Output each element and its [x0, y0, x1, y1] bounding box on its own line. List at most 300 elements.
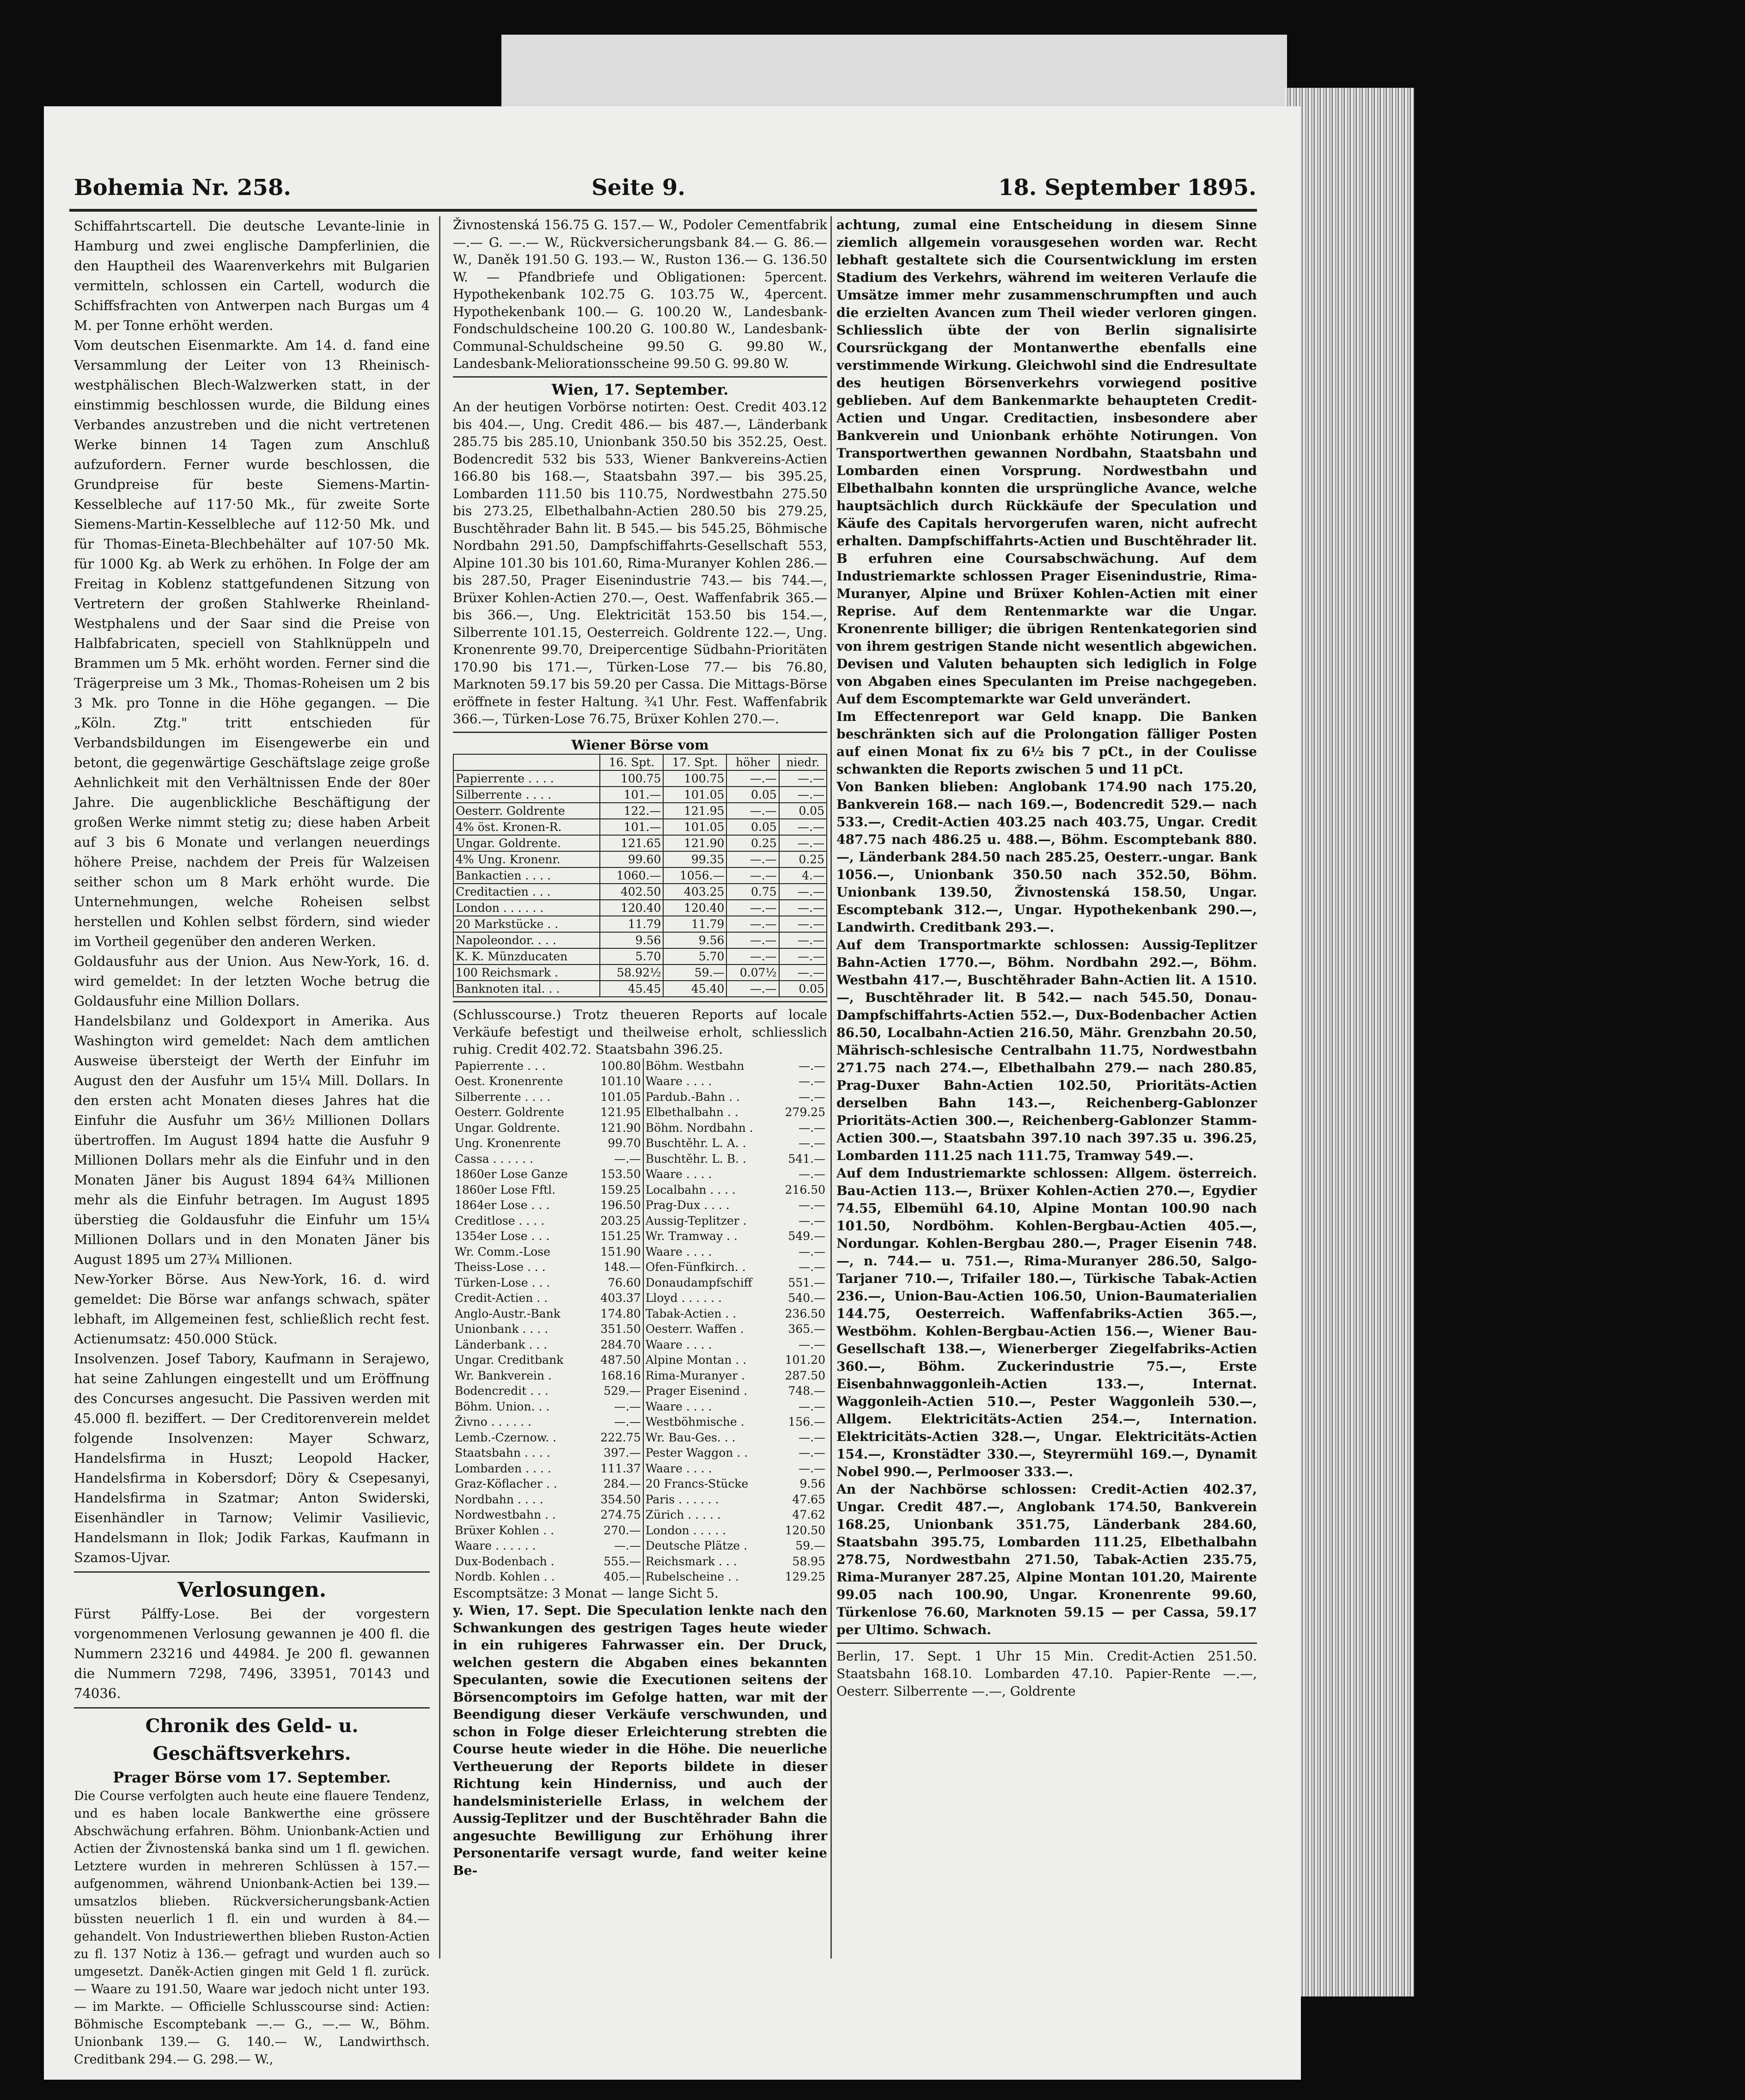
- table-cell: 1860er Lose Fftl.: [455, 1183, 556, 1197]
- table-cell: Nordb. Kohlen . .: [455, 1570, 555, 1583]
- wiener-boerse-header: niedr.: [779, 754, 827, 770]
- table-cell: Lemb.-Czernow. .: [455, 1430, 556, 1444]
- berlin-report: Berlin, 17. Sept. 1 Uhr 15 Min. Credit-Actien 251.50. Staatsbahn 168.10. Lombarden 47.10. Papier-Rente —.—, Oesterr. Silberrente —.—, Goldrente: [836, 1648, 1257, 1699]
- table-row: [453, 1074, 827, 1089]
- table-cell: Graz-Köflacher . .: [455, 1477, 557, 1490]
- table-cell: 397.—: [591, 1445, 643, 1461]
- schlusscourse-intro: (Schlusscourse.) Trotz theueren Reports auf locale Verkäufe befestigt und theilweise erholt, schliesslich ruhig. Credit 402.72. Staatsbahn 396.25.: [453, 1007, 827, 1057]
- header-issue: Bohemia Nr. 258.: [74, 175, 291, 201]
- table-row: [453, 1244, 827, 1260]
- table-row: [453, 1492, 827, 1508]
- table-cell: Creditactien . . .: [453, 884, 600, 900]
- table-cell: 284.70: [591, 1337, 643, 1353]
- table-cell: 121.95: [591, 1105, 643, 1120]
- table-row: [453, 1461, 827, 1477]
- table-cell: 121.90: [591, 1120, 643, 1136]
- table-cell: 402.50: [600, 884, 663, 900]
- column-1: [74, 216, 430, 2067]
- table-row: [453, 1228, 827, 1244]
- table-row: [453, 851, 827, 867]
- table-row: [453, 916, 827, 932]
- table-cell: 9.56: [799, 1477, 825, 1490]
- table-row: [453, 1430, 827, 1446]
- table-cell: 151.25: [591, 1228, 643, 1244]
- verlosungen-title: Verlosungen.: [177, 1578, 327, 1602]
- section-divider: [453, 732, 827, 733]
- table-cell: Reichsmark . . .: [645, 1554, 737, 1568]
- table-cell: —.—: [799, 1430, 825, 1444]
- column-divider: [830, 216, 832, 1959]
- header-rule: [69, 209, 1257, 212]
- table-row: [453, 803, 827, 819]
- table-cell: Lombarden . . . .: [455, 1461, 551, 1475]
- table-cell: 11.79: [600, 916, 663, 932]
- table-cell: —.—: [799, 1136, 825, 1150]
- table-cell: 196.50: [591, 1197, 643, 1213]
- table-cell: 99.70: [591, 1135, 643, 1151]
- article-insolvenzen: Insolvenzen. Josef Tabory, Kaufmann in Serajewo, hat seine Zahlungen eingestellt und um Eröffnung des Concurses angesucht. Die Passiven werden mit 45.000 fl. beziffert. — Der Creditorenverein meldet folgende Insolvenzen: Mayer Schwarz, Handelsfirma in Huszt; Leopold Hacker, Handelsfirma in Kobersdorf; Döry & Csepesanyi, Handelsfirma in Szatmar; Anton Swiderski, Eisenhändler in Tarnow; Velimir Vasilievic, Handelsmann in Ilok; Jodik Farkas, Kaufmann in Szamos-Ujvar.: [74, 1351, 430, 1565]
- table-cell: 45.40: [663, 981, 726, 997]
- table-cell: 129.25: [785, 1570, 825, 1583]
- table-cell: Nordwestbahn . .: [455, 1508, 556, 1521]
- table-cell: —.—: [799, 1059, 825, 1073]
- table-cell: —.—: [799, 1198, 825, 1212]
- table-cell: —.—: [799, 1337, 825, 1351]
- table-cell: 5.70: [600, 948, 663, 965]
- table-cell: Zürich . . . . .: [645, 1508, 721, 1521]
- table-cell: 354.50: [591, 1492, 643, 1508]
- table-cell: 549.—: [788, 1229, 825, 1243]
- table-cell: Banknoten ital. . .: [453, 981, 600, 997]
- table-cell: 1060.—: [600, 867, 663, 884]
- table-cell: 551.—: [788, 1276, 825, 1289]
- table-row: [453, 1554, 827, 1569]
- table-cell: 20 Francs-Stücke: [645, 1477, 749, 1490]
- table-cell: 555.—: [591, 1554, 643, 1569]
- table-cell: 403.25: [663, 884, 726, 900]
- table-cell: Böhm. Westbahn: [645, 1059, 744, 1073]
- table-cell: 1860er Lose Ganze: [455, 1167, 568, 1181]
- table-cell: 122.—: [600, 803, 663, 819]
- table-row: [453, 1507, 827, 1523]
- table-row: [453, 1306, 827, 1322]
- table-row: [453, 1275, 827, 1291]
- table-cell: Papierrente . . . .: [453, 770, 600, 787]
- table-cell: —.—: [726, 948, 779, 965]
- table-cell: Oest. Kronenrente: [455, 1074, 563, 1088]
- market-report-banken: Von Banken blieben: Anglobank 174.90 nach 175.20, Bankverein 168.— nach 169.—, Bodencredit 529.— nach 533.—, Credit-Actien 403.25 nach 403.75, Ungar. Credit 487.75 nach 486.25 u. 488.—, Böhm. Escomptebank 880.—, Länderbank 284.50 nach 285.25, Oesterr.-ungar. Bank 1056.—, Unionbank 350.50 nach 352.50, Böhm. Unionbank 139.50, Živnostenská 158.50, Ungar. Escomptebank 312.—, Ungar. Hypothekenbank 290.—, Landwirth. Creditbank 293.—.: [836, 779, 1257, 935]
- article-eisenmarkt: Vom deutschen Eisenmarkte. Am 14. d. fand eine Versammlung der Leiter von 13 Rheinisch-westphälischen Blech-Walzwerken statt, in der einstimmig beschlossen wurde, die Bildung eines Verbandes anzustreben und die nicht vertretenen Werke binnen 14 Tagen zum Anschluß aufzufordern. Ferner wurde beschlossen, die Grundpreise für beste Siemens-Martin-Kesselbleche auf 117·50 Mk., für zweite Sorte Siemens-Martin-Kesselbleche auf 112·50 Mk. und für Thomas-Eineta-Blechbehälter auf 107·50 Mk. für 1000 Kg. ab Werk zu erhöhen. In Folge der am Freitag in Koblenz stattgefundenen Sitzung von Vertretern der großen Stahlwerke Rheinland-Westphalens und der Saar sind die Preise von Halbfabricaten, speciell von Stahlknüppeln und Brammen um 5 Mk. erhöht worden. Ferner sind die Trägerpreise um 3 Mk., Thomas-Roheisen um 2 bis 3 Mk. pro Tonne in die Höhe gegangen. — Die „Köln. Ztg." tritt entschieden für Verbandsbildungen im Eisengewerbe ein und betont, die gegenwärtige Geschäftslage zeige große Aehnlichkeit mit den Verhältnissen Ende der 80er Jahre. Die augenblickliche Beschäftigung der großen Werke nimmt stetig zu; diese haben Arbeit auf 3 bis 6 Monate und verlangen neuerdings höhere Preise, nachdem der Preis für Walzeisen seither schon um 8 Mark erhöht wurde. Die Unternehmungen, welche Roheisen selbst herstellen und Kohlen selbst fördern, sind wieder im Vortheil gegenüber den anderen Werken.: [74, 337, 430, 949]
- table-row: [453, 1368, 827, 1384]
- table-cell: Brüxer Kohlen . .: [455, 1523, 555, 1537]
- table-cell: 274.75: [591, 1507, 643, 1523]
- table-row: [453, 1166, 827, 1182]
- table-cell: Oesterr. Goldrente: [455, 1105, 564, 1119]
- table-cell: 222.75: [591, 1430, 643, 1446]
- table-cell: 47.65: [792, 1492, 825, 1506]
- table-row: [453, 1135, 827, 1151]
- table-cell: 100.80: [591, 1058, 643, 1074]
- table-cell: Ofen-Fünfkirch. .: [645, 1260, 746, 1274]
- market-report-nachboerse: An der Nachbörse schlossen: Credit-Actien 402.37, Ungar. Credit 487.—, Anglobank 174.50, Bankverein 168.25, Unionbank 351.75, Länderbank 284.60, Staatsbahn 395.75, Lombarden 111.25, Elbethalbahn 278.75, Nordwestbahn 271.50, Tabak-Actien 235.75, Rima-Muranyer 287.25, Alpine Montan 101.20, Mairente 99.05 nach 100.90, Ungar. Kronenrente 99.60, Türkenlose 76.60, Marknoten 59.15 — per Cassa, 59.17 per Ultimo. Schwach.: [836, 1482, 1257, 1637]
- table-cell: Waare . . . .: [645, 1399, 712, 1413]
- article-schiffahrtscartell: Schiffahrtscartell. Die deutsche Levante-linie in Hamburg und zwei englische Dampferlinien, die den Hauptheil des Waarenverkehrs mit Bulgarien vermitteln, schlossen ein Cartell, wodurch die Schiffsfrachten von Antwerpen nach Burgas um 4 M. per Tonne erhöht werden.: [74, 218, 430, 333]
- table-cell: 58.95: [792, 1554, 825, 1568]
- table-cell: Dux-Bodenbach .: [455, 1554, 555, 1568]
- table-cell: 148.—: [591, 1259, 643, 1275]
- table-cell: —.—: [779, 787, 827, 803]
- table-cell: 120.50: [785, 1523, 825, 1537]
- table-row: [453, 867, 827, 884]
- wiener-boerse-header: [453, 754, 600, 770]
- table-cell: 270.—: [591, 1523, 643, 1538]
- section-divider: [453, 376, 827, 378]
- table-cell: Silberrente . . . .: [453, 787, 600, 803]
- chronik-title: Chronik des Geld- u. Geschäftsverkehrs.: [145, 1715, 359, 1764]
- table-cell: London . . . . . .: [453, 900, 600, 916]
- table-cell: 58.92½: [600, 965, 663, 981]
- table-cell: 403.37: [591, 1290, 643, 1306]
- table-row: [453, 1120, 827, 1136]
- table-cell: —.—: [726, 803, 779, 819]
- table-cell: London . . . . .: [645, 1523, 726, 1537]
- table-cell: —.—: [779, 770, 827, 787]
- table-cell: Cassa . . . . . .: [455, 1152, 533, 1166]
- table-row: [453, 787, 827, 803]
- table-row: [453, 1538, 827, 1554]
- table-cell: 156.—: [788, 1415, 825, 1428]
- wiener-boerse-title: Wiener Börse vom: [571, 737, 709, 753]
- verlosungen-text: Fürst Pálffy-Lose. Bei der vorgestern vorgenommenen Verlosung gewannen je 400 fl. die Nummern 23216 und 44984. Je 200 fl. gewannen die Nummern 7298, 7496, 33951, 70143 und 74036.: [74, 1606, 430, 1701]
- table-cell: 9.56: [600, 932, 663, 948]
- table-cell: 748.—: [788, 1384, 825, 1398]
- table-cell: Waare . . . . . .: [455, 1539, 536, 1552]
- table-row: [453, 1151, 827, 1167]
- table-cell: 9.56: [663, 932, 726, 948]
- table-row: [453, 1399, 827, 1415]
- table-cell: 203.25: [591, 1213, 643, 1229]
- wiener-boerse-table: [453, 754, 827, 997]
- table-cell: 153.50: [591, 1166, 643, 1182]
- table-cell: —.—: [799, 1399, 825, 1413]
- table-cell: 0.25: [779, 851, 827, 867]
- table-cell: 99.35: [663, 851, 726, 867]
- table-cell: Ungar. Goldrente.: [453, 835, 600, 851]
- table-cell: Creditlose . . . .: [455, 1214, 545, 1227]
- table-cell: —.—: [799, 1167, 825, 1181]
- table-cell: Theiss-Lose . . .: [455, 1260, 546, 1274]
- table-cell: 529.—: [591, 1383, 643, 1399]
- table-cell: —.—: [726, 981, 779, 997]
- column-3: [836, 216, 1257, 1959]
- table-row: [453, 1105, 827, 1120]
- book-page-edges: [1285, 88, 1414, 1996]
- prag-course-continued: Živnostenská 156.75 G. 157.— W., Podoler Cementfabrik —.— G. —.— W., Rückversicherungsbank 84.— G. 86.— W., Daněk 191.50 G. 193.— W., Ruston 136.— G. 136.50 W. — Pfandbriefe und Obligationen: 5percent. Hypothekenbank 102.75 G. 103.75 W., 4percent. Hypothekenbank 100.— G. 100.20 W., Landesbank-Fondschuldscheine 100.20 G. 100.80 W., Landesbank-Communal-Schuldscheine 99.50 G. 99.80 W., Landesbank-Meliorationsscheine 99.50 G. 99.80 W.: [453, 217, 827, 371]
- section-divider: [74, 1707, 430, 1709]
- table-cell: Aussig-Teplitzer .: [645, 1214, 747, 1227]
- table-cell: Napoleondor. . . .: [453, 932, 600, 948]
- table-cell: 120.40: [600, 900, 663, 916]
- table-row: [453, 819, 827, 835]
- table-cell: Anglo-Austr.-Bank: [455, 1306, 561, 1320]
- table-cell: 111.37: [591, 1461, 643, 1477]
- table-cell: 284.—: [591, 1476, 643, 1492]
- table-cell: Prager Eisenind .: [645, 1384, 748, 1398]
- section-divider: [836, 1642, 1257, 1644]
- table-row: [453, 900, 827, 916]
- table-cell: Elbethalbahn . .: [645, 1105, 738, 1119]
- table-row: [453, 1213, 827, 1229]
- table-cell: —.—: [799, 1446, 825, 1459]
- table-cell: Waare . . . .: [645, 1245, 712, 1258]
- table-cell: —.—: [799, 1090, 825, 1104]
- wien-text: An der heutigen Vorbörse notirten: Oest. Credit 403.12 bis 404.—, Ung. Credit 486.— bis 487.—, Länderbank 285.75 bis 285.10, Unionbank 350.50 bis 352.25, Oest. Bodencredit 532 bis 533, Wiener Bankvereins-Actien 166.80 bis 168.—, Staatsbahn 397.— bis 395.25, Lombarden 111.50 bis 110.75, Nordwestbahn 275.50 bis 273.25, Elbethalbahn-Actien 280.50 bis 279.25, Buschtěhrader Bahn lit. B 545.— bis 545.25, Böhmische Nordbahn 291.50, Dampfschiffahrts-Gesellschaft 553, Alpine 101.30 bis 101.60, Rima-Muranyer Kohlen 286.— bis 287.50, Prager Eisenindustrie 743.— bis 744.—, Brüxer Kohlen-Actien 270.—, Oest. Waffenfabrik 365.— bis 366.—, Ung. Elektricität 153.50 bis 154.—, Silberrente 101.15, Oesterreich. Goldrente 122.—, Ung. Kronenrente 99.70, Dreipercentige Südbahn-Prioritäten 170.90 bis 171.—, Türken-Lose 77.— bis 76.80, Marknoten 59.17 bis 59.20 per Cassa. Die Mittags-Börse eröffnete in fester Haltung. ¾1 Uhr. Fest. Waffenfabrik 366.—, Türken-Lose 76.75, Brüxer Kohlen 270.—.: [453, 399, 827, 726]
- table-cell: Bodencredit . . .: [455, 1384, 549, 1398]
- table-cell: 100.75: [600, 770, 663, 787]
- table-cell: —.—: [799, 1245, 825, 1258]
- table-cell: 101.05: [663, 787, 726, 803]
- table-cell: Waare . . . .: [645, 1337, 712, 1351]
- table-cell: —.—: [799, 1260, 825, 1274]
- table-cell: Lloyd . . . . . .: [645, 1291, 722, 1305]
- table-cell: Ungar. Goldrente.: [455, 1121, 560, 1135]
- table-cell: 0.05: [726, 819, 779, 835]
- table-cell: 1056.—: [663, 867, 726, 884]
- table-row: [453, 965, 827, 981]
- table-cell: Wr. Comm.-Lose: [455, 1245, 550, 1258]
- table-cell: 99.60: [600, 851, 663, 867]
- article-goldausfuhr: Goldausfuhr aus der Union. Aus New-York, 16. d. wird gemeldet: In der letzten Woche betrug die Goldausfuhr eine Million Dollars.: [74, 953, 430, 1009]
- table-cell: 101.20: [785, 1353, 825, 1367]
- wien-title: Wien, 17. September.: [551, 380, 729, 398]
- table-cell: Oesterr. Goldrente: [453, 803, 600, 819]
- table-cell: 100 Reichsmark .: [453, 965, 600, 981]
- table-cell: 101.05: [663, 819, 726, 835]
- table-cell: Wr. Bankverein .: [455, 1368, 552, 1382]
- table-cell: 541.—: [788, 1152, 825, 1166]
- header-page-number: Seite 9.: [592, 175, 685, 201]
- table-cell: 540.—: [788, 1291, 825, 1305]
- table-cell: Waare . . . .: [645, 1074, 712, 1088]
- table-row: [453, 1476, 827, 1492]
- table-cell: Wr. Bau-Ges. . .: [645, 1430, 736, 1444]
- table-cell: —.—: [779, 835, 827, 851]
- table-cell: 168.16: [591, 1368, 643, 1384]
- table-cell: —.—: [799, 1074, 825, 1088]
- escomptsaetze: Escomptsätze: 3 Monat — lange Sicht 5.: [453, 1585, 719, 1601]
- table-cell: Papierrente . . .: [455, 1059, 546, 1073]
- table-cell: —.—: [779, 965, 827, 981]
- table-cell: Böhm. Nordbahn .: [645, 1121, 753, 1135]
- table-cell: Bankactien . . . .: [453, 867, 600, 884]
- table-cell: —.—: [726, 867, 779, 884]
- table-cell: 0.05: [779, 803, 827, 819]
- table-cell: 487.50: [591, 1352, 643, 1368]
- table-cell: —.—: [591, 1538, 643, 1554]
- table-cell: —.—: [779, 916, 827, 932]
- table-cell: Prag-Dux . . . .: [645, 1198, 730, 1212]
- table-cell: Westböhmische .: [645, 1415, 744, 1428]
- schlusscourse-table: [453, 1058, 827, 1585]
- table-cell: 11.79: [663, 916, 726, 932]
- table-cell: —.—: [799, 1214, 825, 1227]
- market-report-industrie: Auf dem Industriemarkte schlossen: Allgem. österreich. Bau-Actien 113.—, Brüxer Kohlen-Actien 270.—, Egydier 74.55, Elbemühl 64.10, Alpine Montan 100.90 nach 101.50, Nordböhm. Kohlen-Bergbau-Actien 405.—, Nordungar. Kohlen-Bergbau 280.—, Prager Eisenin 748.—, n. 744.— u. 751.—, Rima-Muranyer 286.50, Salgo-Tarjaner 710.—, Trifailer 180.—, Türkische Tabak-Actien 236.—, Union-Bau-Actien 106.50, Union-Baumaterialien 144.75, Oesterreich. Waffenfabriks-Actien 365.—, Westböhm. Kohlen-Bergbau-Actien 156.—, Wiener Bau-Gesellschaft 138.—, Wienerberger Ziegelfabriks-Actien 360.—, Böhm. Zuckerindustrie 75.—, Erste Eisenbahnwaggonleih-Actien 133.—, Internat. Waggonleih-Actien 510.—, Pester Waggonleih 530.—, Allgem. Elektricitäts-Actien 254.—, Internation. Elektricitäts-Actien 328.—, Ungar. Elektricitäts-Actien 154.—, Kronstädter 330.—, Steyrermühl 169.—, Dynamit Nobel 990.—, Perlmooser 333.—.: [836, 1166, 1257, 1479]
- table-cell: —.—: [799, 1461, 825, 1475]
- table-row: [453, 1259, 827, 1275]
- table-cell: 101.05: [591, 1089, 643, 1105]
- table-row: [453, 1089, 827, 1105]
- table-cell: 0.25: [726, 835, 779, 851]
- table-cell: 151.90: [591, 1244, 643, 1260]
- wiener-boerse-header: 16. Spt.: [600, 754, 663, 770]
- table-cell: 279.25: [785, 1105, 825, 1119]
- y-wien-text: y. Wien, 17. Sept. Die Speculation lenkte nach den Schwankungen des gestrigen Tages heute wieder in ein ruhigeres Fahrwasser ein. Der Druck, welchen gestern die Abgaben eines bekannten Speculanten, sowie die Executionen seitens der Börsencomptoirs im Gefolge hatten, war mit der Beendigung dieser Verkäufe verschwunden, und schon in Folge dieser Erleichterung strebten die Course heute wieder in die Höhe. Die neuerliche Vertheuerung der Reports bildete in dieser Richtung kein Hinderniss, und auch der handelsministerielle Erlass, in welchem der Aussig-Teplitzer und der Buschtěhrader Bahn die angesuchte Bewilligung zur Erhöhung ihrer Personentarife versagt wurde, fand weiter keine Be-: [453, 1603, 827, 1878]
- table-row: [453, 884, 827, 900]
- table-cell: Türken-Lose . . .: [455, 1276, 550, 1289]
- table-cell: 101.10: [591, 1074, 643, 1089]
- table-cell: 100.75: [663, 770, 726, 787]
- table-row: [453, 1058, 827, 1074]
- section-divider: [74, 1571, 430, 1573]
- table-cell: —.—: [591, 1414, 643, 1430]
- table-cell: Alpine Montan . .: [645, 1353, 747, 1367]
- table-cell: Staatsbahn . . . .: [455, 1446, 550, 1459]
- table-cell: Länderbank . . .: [455, 1337, 548, 1351]
- table-row: [453, 1569, 827, 1585]
- table-cell: 120.40: [663, 900, 726, 916]
- table-cell: —.—: [726, 851, 779, 867]
- wiener-boerse-header: höher: [726, 754, 779, 770]
- table-cell: Ung. Kronenrente: [455, 1136, 561, 1150]
- table-cell: 174.80: [591, 1306, 643, 1322]
- table-cell: 351.50: [591, 1321, 643, 1337]
- table-row: [453, 981, 827, 997]
- table-cell: Tabak-Actien . .: [645, 1306, 737, 1320]
- table-cell: 59.—: [663, 965, 726, 981]
- section-divider: [453, 1001, 827, 1002]
- table-cell: Buschtěhr. L. A. .: [645, 1136, 746, 1150]
- column-divider: [439, 216, 440, 1959]
- table-row: [453, 1352, 827, 1368]
- table-cell: 1354er Lose . . .: [455, 1229, 550, 1243]
- table-cell: 0.75: [726, 884, 779, 900]
- table-cell: Localbahn . . . .: [645, 1183, 736, 1197]
- page-header: [74, 175, 1257, 207]
- table-row: [453, 932, 827, 948]
- table-row: [453, 1445, 827, 1461]
- table-cell: —.—: [726, 916, 779, 932]
- table-cell: 287.50: [785, 1368, 825, 1382]
- table-cell: Rima-Muranyer .: [645, 1368, 745, 1382]
- article-newyork-boerse: New-Yorker Börse. Aus New-York, 16. d. wird gemeldet: Die Börse war anfangs schwach, später lebhaft, im Allgemeinen fest, schließlich recht fest. Actienumsatz: 450.000 Stück.: [74, 1271, 430, 1347]
- table-cell: 76.60: [591, 1275, 643, 1291]
- table-cell: Waare . . . .: [645, 1167, 712, 1181]
- table-cell: —.—: [779, 900, 827, 916]
- table-cell: 101.—: [600, 787, 663, 803]
- market-report-transport: Auf dem Transportmarkte schlossen: Aussig-Teplitzer Bahn-Actien 1770.—, Böhm. Nordbahn 292.—, Böhm. Westbahn 417.—, Buschtěhrader Bahn-Actien lit. A 1510.—, Buschtěhrader lit. B 542.— nach 545.50, Donau-Dampfschiffahrts-Actien 552.—, Dux-Bodenbacher Actien 86.50, Localbahn-Actien 216.50, Mähr. Grenzbahn 20.50, Mährisch-schlesische Centralbahn 11.75, Nordwestbahn 271.75 nach 274.—, Elbethalbahn 279.— nach 280.85, Prag-Duxer Bahn-Actien 102.50, Prioritäts-Actien derselben Bahn 143.—, Reichenberg-Gablonzer Prioritäts-Actien 300.—, Reichenberg-Gablonzer Stamm-Actien 300.—, Staatsbahn 397.10 nach 397.35 u. 396.25, Lombarden 111.25 nach 111.75, Tramway 549.—.: [836, 937, 1257, 1163]
- table-row: [453, 835, 827, 851]
- table-cell: Wr. Tramway . .: [645, 1229, 738, 1243]
- table-cell: 0.05: [779, 981, 827, 997]
- table-cell: Credit-Actien . .: [455, 1291, 548, 1305]
- table-cell: 159.25: [591, 1182, 643, 1198]
- table-cell: 121.90: [663, 835, 726, 851]
- table-cell: —.—: [779, 948, 827, 965]
- table-cell: —.—: [779, 932, 827, 948]
- table-cell: 101.—: [600, 819, 663, 835]
- table-cell: Donaudampfschiff: [645, 1276, 752, 1289]
- table-cell: Buschtěhr. L. B. .: [645, 1152, 746, 1166]
- table-cell: —.—: [726, 900, 779, 916]
- table-cell: 5.70: [663, 948, 726, 965]
- table-row: [453, 770, 827, 787]
- market-report-part-1: achtung, zumal eine Entscheidung in diesem Sinne ziemlich allgemein vorausgesehen worden war. Recht lebhaft gestaltete sich die Coursentwicklung im ersten Stadium des Verkehrs, während im weiteren Verlaufe die Umsätze immer mehr zusammenschrumpften und auch die erzielten Avancen zum Theil wieder verloren gingen. Schliesslich übte der von Berlin signalisirte Coursrückgang der Montanwerthe ebenfalls eine verstimmende Wirkung. Gleichwohl sind die Endresultate des heutigen Börsenverkehrs vorwiegend positive geblieben. Auf dem Bankenmarkte behaupteten Credit-Actien und Ungar. Creditactien, insbesondere aber Bankverein und Unionbank erhöhte Notirungen. Von Transportwerthen gewannen Nordbahn, Staatsbahn und Lombarden einen Vorsprung. Nordwestbahn und Elbethalbahn konnten die ursprüngliche Avance, welche hauptsächlich durch Rückkäufe der Speculation und Käufe des Capitals hervorgerufen waren, nicht aufrecht erhalten. Dampfschiffahrts-Actien und Buschtěhrader lit. B erfuhren eine Coursabschwächung. Auf dem Industriemarkte schlossen Prager Eisenindustrie, Rima-Muranyer, Alpine und Brüxer Kohlen-Actien mit einer Reprise. Auf dem Rentenmarkte war die Ungar. Kronenrente billiger; die übrigen Rentenkategorien sind von ihrem gestrigen Stande nicht wesentlich abgewichen. Devisen und Valuten behaupten sich lediglich in Folge von Abgaben eines Speculanten im Preise nachgegeben. Auf dem Escomptemarkte war Geld unverändert.: [836, 217, 1257, 707]
- table-cell: Paris . . . . . .: [645, 1492, 719, 1506]
- table-cell: 216.50: [785, 1183, 825, 1197]
- table-row: [453, 1197, 827, 1213]
- table-cell: 365.—: [788, 1322, 825, 1336]
- prag-boerse-title: Prager Börse vom 17. September.: [113, 1769, 391, 1786]
- table-cell: 0.05: [726, 787, 779, 803]
- wiener-boerse-header: 17. Spt.: [663, 754, 726, 770]
- table-cell: —.—: [726, 770, 779, 787]
- table-cell: 121.95: [663, 803, 726, 819]
- table-cell: Deutsche Plätze .: [645, 1539, 748, 1552]
- table-cell: —.—: [779, 884, 827, 900]
- table-cell: 4.—: [779, 867, 827, 884]
- table-cell: Nordbahn . . . .: [455, 1492, 543, 1506]
- table-cell: Silberrente . . . .: [455, 1090, 551, 1104]
- table-cell: Rubelscheine . .: [645, 1570, 739, 1583]
- header-date: 18. September 1895.: [998, 175, 1257, 201]
- article-handelsbilanz: Handelsbilanz und Goldexport in Amerika. Aus Washington wird gemeldet: Nach dem amtlichen Ausweise übersteigt der Werth der Einfuhr im August den der Ausfuhr um 15¼ Mill. Dollars. In den ersten acht Monaten dieses Jahres hat die Einfuhr die Ausfuhr um 36½ Millionen Dollars übertroffen. Im August 1894 hatte die Ausfuhr 9 Millionen Dollars mehr als die Einfuhr und in den Monaten Jäner bis August 1894 64¾ Millionen mehr als die Einfuhr betragen. Im August 1895 überstieg die Goldausfuhr die Einfuhr um 15¼ Millionen Dollars und in den Monaten Jäner bis August 1895 um 27¾ Millionen.: [74, 1013, 430, 1267]
- table-row: [453, 1182, 827, 1198]
- table-row: [453, 1290, 827, 1306]
- table-cell: 47.62: [792, 1508, 825, 1521]
- table-cell: 121.65: [600, 835, 663, 851]
- table-cell: 59.—: [795, 1539, 825, 1552]
- table-row: [453, 1321, 827, 1337]
- table-cell: —.—: [799, 1121, 825, 1135]
- prag-boerse-text: Die Course verfolgten auch heute eine flauere Tendenz, und es haben locale Bankwerthe eine grössere Abschwächung erfahren. Böhm. Unionbank-Actien und Actien der Živnostenská banka sind um 1 fl. gewichen. Letztere wurden in mehreren Schlüssen à 157.— aufgenommen, während Unionbank-Actien bei 139.— umsatzlos blieben. Rückversicherungsbank-Actien büssten neuerlich 1 fl. ein und wurden à 84.— gehandelt. Von Industriewerthen blieben Ruston-Actien zu fl. 137 Notiz à 136.— gefragt und wurden auch so umgesetzt. Daněk-Actien gingen mit Geld 1 fl. zurück. — Waare zu 191.50, Waare war jedoch nicht unter 193.— im Markte. — Officielle Schlusscourse sind: Actien: Böhmische Escomptebank —.— G., —.— W., Böhm. Unionbank 139.— G. 140.— W., Landwirthsch. Creditbank 294.— G. 298.— W.,: [74, 1789, 430, 2067]
- table-cell: 1864er Lose . . .: [455, 1198, 550, 1212]
- table-cell: 0.07½: [726, 965, 779, 981]
- table-cell: Böhm. Union. . .: [455, 1399, 550, 1413]
- table-row: [453, 1414, 827, 1430]
- table-cell: Unionbank . . . .: [455, 1322, 549, 1336]
- market-report-effectenreport: Im Effectenreport war Geld knapp. Die Banken beschränkten sich auf die Prolongation fälliger Posten auf einen Monat fix zu 6½ bis 7 pCt., in der Coulisse schwankten die Reports zwischen 5 und 11 pCt.: [836, 709, 1257, 777]
- column-2: [453, 216, 827, 1959]
- table-cell: 405.—: [591, 1569, 643, 1585]
- table-cell: K. K. Münzducaten: [453, 948, 600, 965]
- table-cell: 20 Markstücke . .: [453, 916, 600, 932]
- table-cell: Ungar. Creditbank: [455, 1353, 564, 1367]
- table-cell: Waare . . . .: [645, 1461, 712, 1475]
- table-cell: Pester Waggon . .: [645, 1446, 748, 1459]
- table-cell: —.—: [591, 1151, 643, 1167]
- table-cell: Živno . . . . . .: [455, 1415, 532, 1428]
- table-cell: 45.45: [600, 981, 663, 997]
- table-cell: —.—: [726, 932, 779, 948]
- table-row: [453, 1337, 827, 1353]
- table-cell: 4% Ung. Kronenr.: [453, 851, 600, 867]
- table-cell: Oesterr. Waffen .: [645, 1322, 744, 1336]
- table-cell: —.—: [779, 819, 827, 835]
- table-row: [453, 1383, 827, 1399]
- table-row: [453, 948, 827, 965]
- table-cell: —.—: [591, 1399, 643, 1415]
- table-row: [453, 1523, 827, 1538]
